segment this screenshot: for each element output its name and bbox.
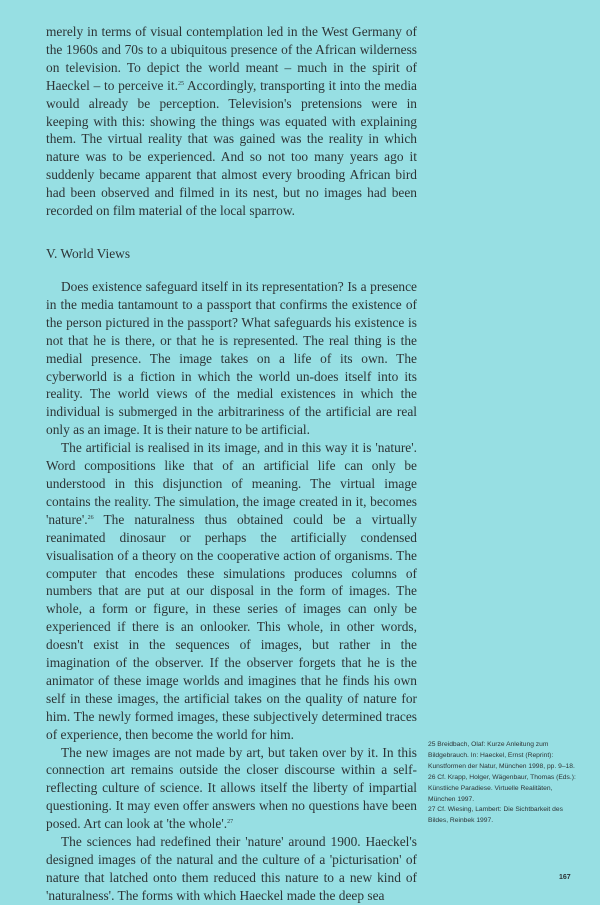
paragraph: Does existence safeguard itself in its representation? Is a presence in the media tantamount to a passport that confirms the existence of the person pictured in the passport? What safeguards his existence is not that he is there, or that he is represented. The real thing is the medial presence. The image takes on a life of its own. The cyberworld is a fiction in which the world un-does itself into its reality. The world views of the medial existences in which the individual is submerged in the arbitrariness of the artificial are real only as an image. It is their nature to be artificial. [46, 279, 417, 438]
body-text-continued [46, 23, 417, 220]
paragraph: The sciences had redefined their 'nature' around 1900. Haeckel's designed images of the natural and the culture of a 'picturisation' of nature that latched onto them reduced this nature to a new kind of 'naturalness'. The forms with which Haeckel made the deep sea [46, 834, 417, 903]
paragraph [46, 23, 417, 220]
footnote: 26 Cf. Krapp, Holger, Wägenbaur, Thomas (Eds.): Künstliche Paradiese. Virtuelle Realitäten, München 1997. [428, 773, 576, 803]
page-number: 167 [559, 874, 571, 881]
footnote: 25 Breidbach, Olaf: Kurze Anleitung zum Bildgebrauch. In: Haeckel, Ernst (Reprint): Kunstformen der Natur, München 1998, pp. 9–18. [428, 741, 575, 770]
section-heading: V. World Views [46, 246, 131, 261]
paragraph-text: merely in terms of visual contemplation led in the West Germany of the 1960s and 70s to a ubiquitous presence of the African wilderness on television. To depict the world meant – much in the spirit of Haeckel – to perceive it. [46, 24, 417, 93]
footnote-ref: 25 [177, 80, 184, 87]
paragraph-text: The artificial is realised in its image, and in this way it is 'nature'. Word compositions like that of an artificial life can only be understood in this disjunction of meaning. The virtual image contains the reality. The simulation, the image created in it, becomes 'nature'. [46, 440, 417, 527]
footnote: 27 Cf. Wiesing, Lambert: Die Sichtbarkeit des Bildes, Reinbek 1997. [428, 806, 563, 825]
body-text-section [46, 278, 417, 905]
footnote-ref: 27 [227, 819, 234, 826]
paragraph [46, 744, 417, 834]
paragraph-text: The naturalness thus obtained could be a virtually reanimated dinosaur or perhaps the artificially condensed visualisation of a theory on the cooperative action of organisms. The computer that encodes these simulations produces columns of numbers that are put at our disposal in the form of images. The whole, a form or figure, in these series of images can only be experienced if there is an onlooker. This whole, in other words, doesn't exist in the sequences of images, but rather in the imagination of the observer. If the observer forgets that he is the animator of these image worlds and imagines that he finds his own self in these images, the artificial takes on the quality of nature for him. The newly formed images, these subjectively determined traces of experience, then become the world for him. [46, 511, 417, 742]
paragraph-text: The new images are not made by art, but taken over by it. In this connection art remains outside the closer discourse within a self-reflecting culture of science. It allows itself the liberty of impartial questioning. It may even offer answers when no questions have been posed. Art can look at 'the whole'. [46, 744, 417, 832]
paragraph-text: Accordingly, transporting it into the media would already be perception. Television's pretensions were in keeping with this: showing the things was equated with explaining them. The virtual reality that was gained was the reality in which nature was to be experienced. And so not too many years ago it suddenly became apparent that almost every brooding African bird had been observed and filmed in its nest, but no images had been recorded on film material of the local sparrow. [46, 77, 417, 219]
paragraph [46, 439, 417, 743]
footnote-ref: 26 [87, 514, 94, 521]
footnotes [428, 740, 578, 827]
